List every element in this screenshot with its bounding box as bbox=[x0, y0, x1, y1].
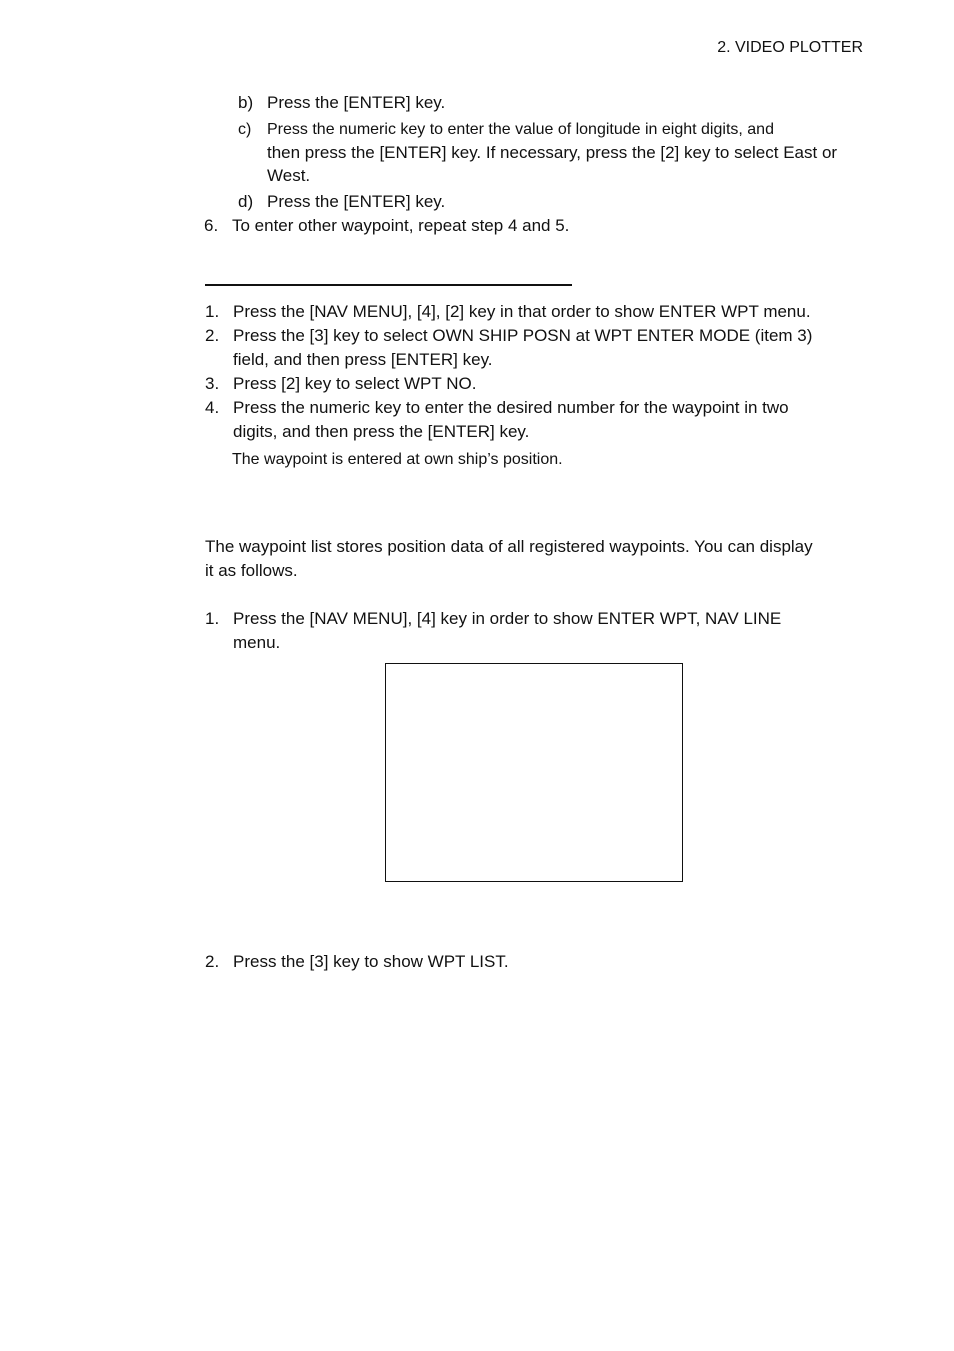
step-marker: 2. bbox=[205, 952, 220, 971]
substep-text: West. bbox=[267, 166, 311, 185]
step-text: digits, and then press the [ENTER] key. bbox=[233, 422, 530, 441]
step-text: Press the numeric key to enter the desired number for the waypoint in two bbox=[233, 398, 789, 417]
step-marker: 3. bbox=[205, 374, 220, 393]
substep-text: Press the [ENTER] key. bbox=[267, 192, 446, 211]
menu-figure-frame bbox=[385, 663, 683, 882]
substep-marker: c) bbox=[238, 121, 252, 138]
step-marker: 4. bbox=[205, 398, 220, 417]
paragraph-text: The waypoint list stores position data of all registered waypoints. You can display bbox=[205, 537, 813, 556]
step-marker: 2. bbox=[205, 326, 220, 345]
paragraph-text: it as follows. bbox=[205, 561, 298, 580]
step-marker: 1. bbox=[205, 609, 220, 628]
substep-marker: b) bbox=[238, 93, 254, 112]
step-text: menu. bbox=[233, 633, 281, 652]
step-text: Press the [NAV MENU], [4], [2] key in that order to show ENTER WPT menu. bbox=[233, 302, 811, 321]
substep-text: then press the [ENTER] key. If necessary, press the [2] key to select East or bbox=[267, 143, 838, 162]
step-text: Press the [3] key to show WPT LIST. bbox=[233, 952, 509, 971]
step-text: Press the [NAV MENU], [4] key in order to show ENTER WPT, NAV LINE bbox=[233, 609, 782, 628]
step-note: The waypoint is entered at own ship’s position. bbox=[232, 451, 563, 468]
substep-marker: d) bbox=[238, 192, 254, 211]
step-text: Press the [3] key to select OWN SHIP POSN at WPT ENTER MODE (item 3) bbox=[233, 326, 813, 345]
step-text: Press [2] key to select WPT NO. bbox=[233, 374, 477, 393]
substep-text: Press the [ENTER] key. bbox=[267, 93, 446, 112]
section-heading-rule bbox=[205, 284, 572, 286]
step-text: To enter other waypoint, repeat step 4 and 5. bbox=[232, 216, 570, 235]
substep-text: Press the numeric key to enter the value of longitude in eight digits, and bbox=[267, 121, 774, 138]
running-header: 2. VIDEO PLOTTER bbox=[717, 39, 863, 56]
step-marker: 1. bbox=[205, 302, 220, 321]
step-text: field, and then press [ENTER] key. bbox=[233, 350, 493, 369]
step-marker: 6. bbox=[204, 216, 219, 235]
